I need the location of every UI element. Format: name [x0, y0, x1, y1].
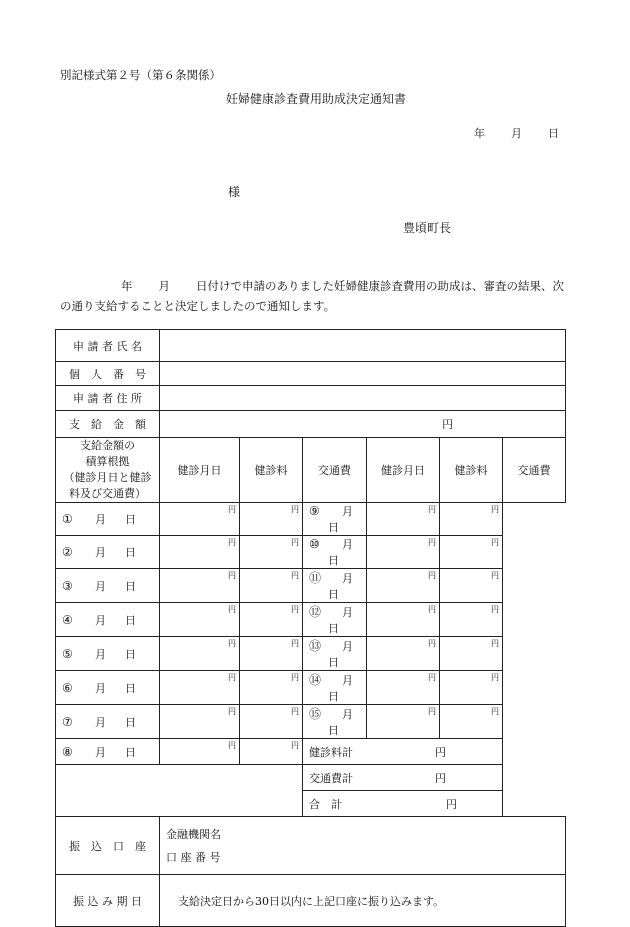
header-exam-fee-right: 健診料	[440, 438, 503, 503]
applicant-name-field[interactable]	[160, 330, 566, 362]
exam-fee-left-4[interactable]	[160, 603, 240, 637]
yen-unit: 円	[491, 639, 499, 648]
transport-left-6[interactable]	[240, 671, 303, 705]
yen-unit: 円	[428, 673, 436, 682]
transport-left-7[interactable]	[240, 705, 303, 739]
month-label: 月	[95, 715, 106, 729]
transport-right-6[interactable]	[440, 671, 503, 705]
exam-number: ⑦	[62, 714, 73, 729]
yen-unit: 円	[491, 673, 499, 682]
application-form-table	[55, 329, 566, 927]
payment-amount-field[interactable]	[160, 411, 566, 438]
header-exam-date-right: 健診月日	[367, 438, 440, 503]
yen-unit: 円	[428, 707, 436, 716]
day-label: 日	[328, 521, 339, 534]
yen-unit: 円	[228, 571, 236, 580]
exam-row	[56, 503, 566, 536]
exam-fee-right-3[interactable]	[367, 569, 440, 603]
exam-number: ②	[62, 545, 73, 559]
notice-body	[60, 276, 580, 316]
month-label: 月	[95, 579, 106, 593]
exam-fee-right-1[interactable]	[367, 503, 440, 536]
transport-left-1[interactable]	[240, 503, 303, 536]
exam-fee-left-7[interactable]	[160, 705, 240, 739]
exam-fee-right-6[interactable]	[367, 671, 440, 705]
date-month-label: 月	[511, 127, 522, 140]
day-label: 日	[125, 681, 136, 695]
exam-date-right-2[interactable]	[303, 536, 367, 569]
transport-right-4[interactable]	[440, 603, 503, 637]
day-label: 日	[125, 745, 136, 759]
transfer-date-label: 振 込 み 期 日	[56, 875, 160, 927]
exam-number: ⑪	[309, 571, 322, 585]
exam-number: ④	[62, 612, 73, 627]
exam-date-left-2[interactable]	[56, 536, 160, 569]
issue-date-line	[474, 125, 559, 141]
transport-right-7[interactable]	[440, 705, 503, 739]
exam-date-left-7[interactable]	[56, 705, 160, 739]
month-label: 月	[95, 681, 106, 695]
exam-fee-left-5[interactable]	[160, 637, 240, 671]
exam-row	[56, 671, 566, 705]
transport-right-1[interactable]	[440, 503, 503, 536]
exam-row	[56, 603, 566, 637]
exam-number: ⑩	[309, 537, 320, 551]
exam-date-left-4[interactable]	[56, 603, 160, 637]
exam-fee-left-8[interactable]	[160, 739, 240, 765]
yen-unit: 円	[291, 707, 299, 716]
grand-total-row[interactable]: 合 計 円	[303, 791, 503, 817]
bank-account-label: 振 込 口 座	[56, 817, 160, 875]
month-label: 月	[342, 640, 353, 653]
personal-number-label: 個 人 番 号	[56, 362, 160, 386]
notice-line-1: 年 月 日付けで申請のありました妊婦健康診査費用の助成は、審査の結果、次	[121, 279, 564, 293]
date-year-label: 年	[474, 127, 485, 140]
yen-unit: 円	[428, 605, 436, 614]
exam-fee-total-row[interactable]: 健診料計 円	[303, 739, 503, 765]
transport-left-5[interactable]	[240, 637, 303, 671]
month-label: 月	[342, 708, 353, 721]
month-label: 月	[95, 613, 106, 627]
transport-total-row[interactable]: 交通費計 円	[303, 765, 503, 791]
yen-unit: 円	[228, 707, 236, 716]
day-label: 日	[125, 513, 136, 526]
exam-number: ⑧	[62, 744, 73, 759]
exam-row	[56, 536, 566, 569]
yen-unit: 円	[228, 673, 236, 682]
month-label: 月	[95, 513, 106, 526]
month-label: 月	[342, 572, 353, 585]
exam-number: ③	[62, 578, 73, 593]
yen-unit: 円	[491, 505, 499, 514]
exam-row	[56, 739, 566, 765]
applicant-address-field[interactable]	[160, 386, 566, 411]
exam-fee-left-2[interactable]	[160, 536, 240, 569]
month-label: 月	[342, 538, 353, 551]
payment-yen-unit: 円	[442, 418, 454, 431]
day-label: 日	[125, 647, 136, 661]
yen-unit: 円	[228, 639, 236, 648]
transport-right-3[interactable]	[440, 569, 503, 603]
yen-unit: 円	[291, 571, 299, 580]
exam-number: ⑥	[62, 680, 73, 695]
exam-fee-right-4[interactable]	[367, 603, 440, 637]
day-label: 日	[125, 613, 136, 627]
yen-unit: 円	[491, 538, 499, 547]
day-label: 日	[125, 546, 136, 559]
yen-unit: 円	[291, 673, 299, 682]
transport-right-5[interactable]	[440, 637, 503, 671]
date-day-label: 日	[548, 127, 559, 140]
exam-date-right-6[interactable]	[303, 671, 367, 705]
bank-account-field[interactable]	[160, 817, 566, 875]
yen-unit: 円	[228, 605, 236, 614]
exam-date-right-7[interactable]	[303, 705, 367, 739]
exam-date-left-3[interactable]	[56, 569, 160, 603]
header-transport-left: 交通費	[303, 438, 367, 503]
day-label: 日	[328, 656, 339, 669]
exam-date-right-3[interactable]	[303, 569, 367, 603]
exam-number: ⑭	[309, 673, 322, 687]
yen-unit: 円	[491, 571, 499, 580]
exam-date-left-8[interactable]	[56, 739, 160, 765]
blank-area	[56, 765, 303, 817]
payment-amount-label: 支 給 金 額	[56, 411, 160, 438]
transfer-date-text: 支給決定日から30日以内に上記口座に振り込みます。	[160, 875, 566, 927]
yen-unit: 円	[291, 741, 299, 750]
header-exam-fee-left: 健診料	[240, 438, 303, 503]
day-label: 日	[328, 554, 339, 567]
yen-unit: 円	[428, 505, 436, 514]
exam-fee-left-3[interactable]	[160, 569, 240, 603]
yen-unit: 円	[428, 571, 436, 580]
exam-number: ①	[62, 512, 73, 526]
month-label: 月	[95, 745, 106, 759]
exam-date-right-1[interactable]	[303, 503, 367, 536]
month-label: 月	[342, 505, 353, 518]
day-label: 日	[328, 724, 339, 737]
exam-fee-right-5[interactable]	[367, 637, 440, 671]
exam-fee-left-6[interactable]	[160, 671, 240, 705]
exam-fee-left-1[interactable]	[160, 503, 240, 536]
bank-institution-label: 金融機関名	[166, 827, 221, 841]
yen-unit: 円	[428, 538, 436, 547]
exam-number: ⑨	[309, 504, 320, 518]
exam-date-left-6[interactable]	[56, 671, 160, 705]
day-label: 日	[125, 715, 136, 729]
applicant-address-label: 申 請 者 住 所	[56, 386, 160, 411]
form-number-label: 別記様式第２号（第６条関係）	[60, 68, 221, 82]
bank-account-number-label: 口 座 番 号	[166, 850, 221, 864]
yen-unit: 円	[228, 741, 236, 750]
exam-number: ⑤	[62, 646, 73, 661]
exam-row	[56, 569, 566, 603]
header-exam-date-left: 健診月日	[160, 438, 240, 503]
issuer-name: 豊頃町長	[403, 221, 452, 235]
exam-date-left-5[interactable]	[56, 637, 160, 671]
basis-label: 支給金額の 積算根拠 （健診月日と健診 料及び交通費）	[56, 438, 160, 503]
transport-left-3[interactable]	[240, 569, 303, 603]
day-label: 日	[328, 690, 339, 703]
day-label: 日	[328, 588, 339, 601]
exam-number: ⑫	[309, 605, 322, 619]
month-label: 月	[342, 674, 353, 687]
yen-unit: 円	[491, 707, 499, 716]
document-title: 妊婦健康診査費用助成決定通知書	[226, 92, 407, 106]
notice-line-2: の通り支給することと決定しましたので通知します。	[60, 299, 336, 313]
transport-left-4[interactable]	[240, 603, 303, 637]
exam-fee-right-7[interactable]	[367, 705, 440, 739]
exam-row	[56, 705, 566, 739]
transport-left-2[interactable]	[240, 536, 303, 569]
yen-unit: 円	[291, 639, 299, 648]
applicant-name-label: 申 請 者 氏 名	[56, 330, 160, 362]
recipient-suffix: 様	[228, 185, 241, 199]
personal-number-field[interactable]	[160, 362, 566, 386]
exam-number: ⑮	[309, 707, 322, 721]
yen-unit: 円	[228, 505, 236, 514]
yen-unit: 円	[491, 605, 499, 614]
yen-unit: 円	[291, 538, 299, 547]
day-label: 日	[125, 579, 136, 593]
exam-number: ⑬	[309, 639, 322, 653]
month-label: 月	[342, 606, 353, 619]
header-transport-right: 交通費	[503, 438, 566, 503]
exam-fee-right-2[interactable]	[367, 536, 440, 569]
transport-right-2[interactable]	[440, 536, 503, 569]
month-label: 月	[95, 546, 106, 559]
yen-unit: 円	[291, 605, 299, 614]
exam-date-right-5[interactable]	[303, 637, 367, 671]
month-label: 月	[95, 647, 106, 661]
exam-date-right-4[interactable]	[303, 603, 367, 637]
exam-date-left-1[interactable]	[56, 503, 160, 536]
yen-unit: 円	[428, 639, 436, 648]
exam-row	[56, 637, 566, 671]
day-label: 日	[328, 622, 339, 635]
yen-unit: 円	[228, 538, 236, 547]
transport-left-8[interactable]	[240, 739, 303, 765]
yen-unit: 円	[291, 505, 299, 514]
